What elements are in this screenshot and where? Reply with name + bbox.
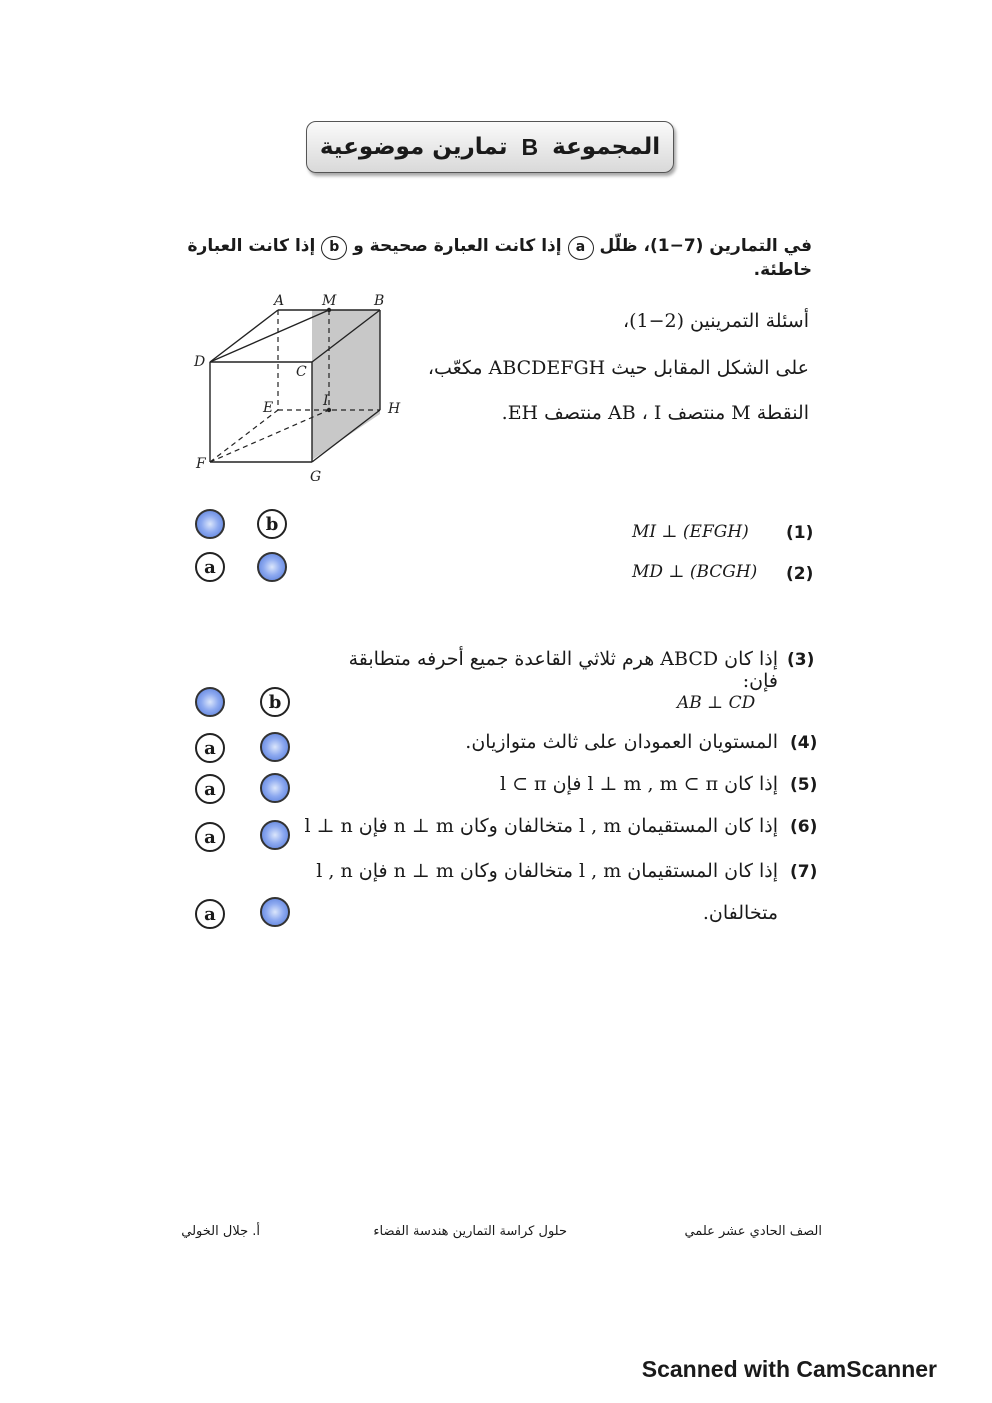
- label-e: E: [263, 400, 274, 416]
- q2-number: (2): [786, 564, 814, 584]
- q5-number: (5): [790, 775, 818, 795]
- label-m: M: [322, 293, 337, 309]
- instruction-text-1: في التمارين (7−1)، ظلّل: [599, 236, 812, 256]
- label-f: F: [196, 456, 206, 472]
- label-b: B: [374, 293, 385, 309]
- footer-author: أ. جلال الخولي: [181, 1224, 260, 1239]
- instruction-text-2: إذا كانت العبارة صحيحة و: [353, 236, 562, 256]
- label-g: G: [310, 469, 322, 485]
- footer-subject: حلول كراسة التمارين هندسة الفضاء: [373, 1224, 567, 1239]
- option-a-sample: a: [568, 236, 594, 260]
- q1-number: (1): [786, 523, 814, 543]
- q3-option-a-selected[interactable]: [195, 687, 225, 717]
- q7-text-continued: متخالفان.: [702, 902, 778, 924]
- label-a: A: [274, 293, 285, 309]
- q1-statement: MI ⊥ (EFGH): [632, 522, 749, 542]
- label-d: D: [194, 354, 206, 370]
- q5-text: إذا كان l ⊥ m , m ⊂ π فإن l ⊂ π: [499, 773, 778, 795]
- group-letter: B: [521, 133, 539, 160]
- q6-text: إذا كان المستقيمان l , m متخالفان وكان n ⊥ m فإن l ⊥ n: [304, 815, 778, 837]
- q7-option-b-selected[interactable]: [260, 897, 290, 927]
- q4-text: المستويان العمودان على ثالث متوازيان.: [465, 731, 778, 753]
- q5-option-b-selected[interactable]: [260, 773, 290, 803]
- q3-option-b[interactable]: b: [260, 687, 290, 717]
- q2-option-b-selected[interactable]: [257, 552, 287, 582]
- q6-option-b-selected[interactable]: [260, 820, 290, 850]
- section-title-box: [306, 121, 674, 173]
- q2-option-a[interactable]: a: [195, 552, 225, 582]
- q7-text: إذا كان المستقيمان l , m متخالفان وكان n ⊥ m فإن l , n: [316, 860, 778, 882]
- q4-number: (4): [790, 733, 818, 753]
- q7-option-a[interactable]: a: [195, 899, 225, 929]
- section-title: تمارين موضوعية: [319, 134, 508, 160]
- footer-grade: الصف الحادي عشر علمي: [684, 1224, 822, 1239]
- q4-option-a[interactable]: a: [195, 733, 225, 763]
- q3-number: (3): [787, 650, 815, 670]
- instruction-text-3: إذا كانت العبارة خاطئة.: [187, 236, 812, 280]
- label-i: I: [323, 393, 329, 409]
- q6-option-a[interactable]: a: [195, 822, 225, 852]
- intro-line-3: النقطة M منتصف AB ، I منتصف EH.: [501, 402, 809, 424]
- q3-text: إذا كان ABCD هرم ثلاثي القاعدة جميع أحرفه متطابقة فإن:: [348, 648, 778, 692]
- q7-number: (7): [790, 862, 818, 882]
- intro-line-2: على الشكل المقابل حيث ABCDEFGH مكعّب،: [427, 357, 809, 379]
- intro-line-1: أسئلة التمرينين (2−1)،: [622, 310, 809, 332]
- option-b-sample: b: [321, 236, 347, 260]
- q5-option-a[interactable]: a: [195, 774, 225, 804]
- group-label: المجموعة: [552, 134, 661, 160]
- q2-statement: MD ⊥ (BCGH): [632, 562, 758, 582]
- cube-figure: [192, 290, 407, 486]
- label-h: H: [388, 401, 401, 417]
- label-c: C: [296, 364, 307, 380]
- q3-formula: AB ⊥ CD: [677, 693, 756, 713]
- instruction: [172, 236, 812, 280]
- q1-option-b[interactable]: b: [257, 509, 287, 539]
- q1-option-a-selected[interactable]: [195, 509, 225, 539]
- q4-option-b-selected[interactable]: [260, 732, 290, 762]
- q6-number: (6): [790, 817, 818, 837]
- camscanner-watermark: Scanned with CamScanner: [641, 1356, 937, 1382]
